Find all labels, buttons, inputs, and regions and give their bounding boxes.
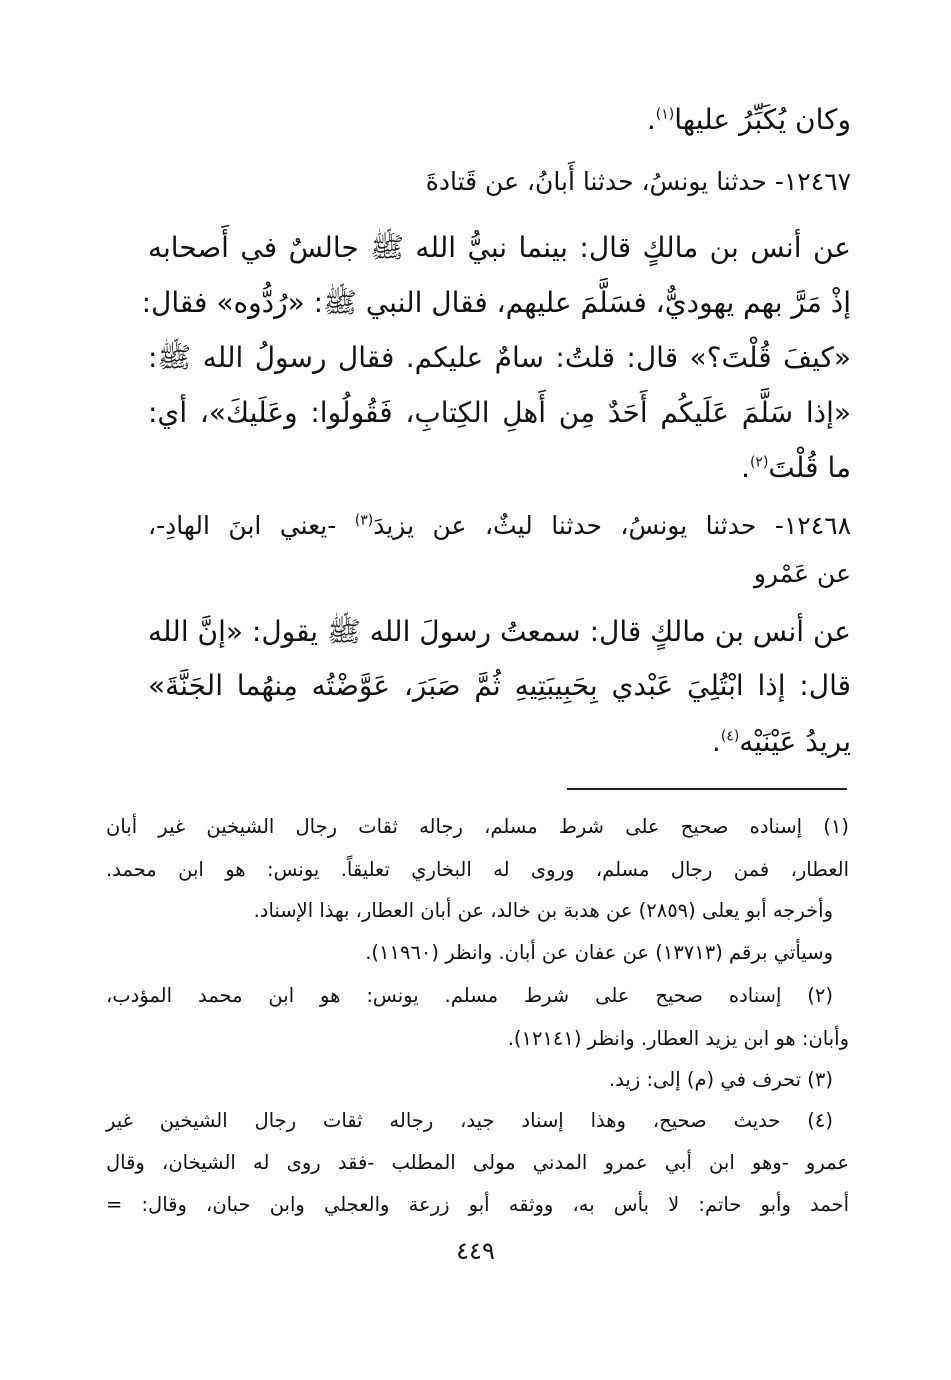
- footnote-marker: (٤): [720, 728, 740, 745]
- hadith-header: ١٢٤٦٨- حدثنا يونسُ، حدثنا ليثٌ، عن يزيدَ$^{(٣)}$ -يعني ابنَ الهادِ-،: [148, 511, 851, 540]
- footnote-line: العطار، فمن رجال مسلم، وروى له البخاري تعليقاً. يونس: هو ابن محمد.: [106, 858, 849, 881]
- footnote-line: (٣) تحرف في (م) إلى: زيد.: [608, 1068, 833, 1091]
- text-line: ما قُلْتَ$^{(٢)}$.: [741, 451, 851, 484]
- text-line: قال: إذا ابْتُلِيَ عَبْدي بِحَبِيبَتِيهِ ثُمَّ صَبَرَ، عَوَّضْتُه مِنهُما الجَنَّةَ»: [148, 669, 851, 702]
- hadith-header: عن عَمْرو: [753, 559, 851, 588]
- footnote-marker: (١): [655, 106, 675, 123]
- footnote-marker: (٣): [354, 512, 374, 529]
- text-line: «إذا سَلَّمَ عَلَيكُم أَحَدٌ مِن أَهلِ الكِتابِ، فَقُولُوا: وعَلَيكَ»، أي:: [148, 396, 851, 429]
- footnote-marker: (٢): [749, 454, 769, 471]
- text-line: إذْ مَرَّ بهم يهوديٌّ، فسَلَّمَ عليهم، فقال النبي ﷺ: «رُدُّوه» فقال:: [141, 286, 851, 319]
- footnote-separator: [567, 788, 847, 790]
- footnote-line: وأخرجه أبو يعلى (٢٨٥٩) عن هدبة بن خالد، عن أبان العطار، بهذا الإسناد.: [253, 899, 833, 922]
- footnote-line: (٢) إسناده صحيح على شرط مسلم. يونس: هو ابن محمد المؤدب،: [106, 984, 833, 1007]
- footnote-line: (١) إسناده صحيح على شرط مسلم، رجاله ثقات رجال الشيخين غير أبان: [106, 815, 849, 838]
- footnote-line: وسيأتي برقم (١٣٧١٣) عن عفان عن أبان. وانظر (١١٩٦٠).: [365, 941, 833, 964]
- page-number: ٤٤٩: [456, 1237, 495, 1265]
- footnote-line: عمرو -وهو ابن أبي عمرو المدني مولى المطلب -فقد روى له الشيخان، وقال: [106, 1151, 849, 1174]
- hadith-header: ١٢٤٦٧- حدثنا يونسُ، حدثنا أَبانُ، عن قَتادةَ: [425, 167, 851, 196]
- footnote-line: أحمد وأبو حاتم: لا بأس به، ووثقه أبو زرعة والعجلي وابن حبان، وقال: =: [106, 1193, 849, 1216]
- text-line: «كيفَ قُلْتَ؟» قال: قلتُ: سامٌ عليكم. فقال رسولُ الله ﷺ:: [148, 341, 851, 374]
- text-line: يريدُ عَيْنَيْه$^{(٤)}$.: [711, 725, 851, 758]
- text-line: عن أنس بن مالكٍ قال: سمعتُ رسولَ الله ﷺ يقول: «إنَّ الله: [148, 615, 851, 648]
- footnote-line: (٤) حديث صحيح، وهذا إسناد جيد، رجاله ثقات رجال الشيخين غير: [106, 1109, 833, 1132]
- footnote-line: وأبان: هو ابن يزيد العطار. وانظر (١٢١٤١).: [507, 1027, 849, 1050]
- text-line: وكان يُكَبِّرُ عليها$^{(١)}$.: [646, 103, 851, 136]
- text-line: عن أنس بن مالكٍ قال: بينما نبيُّ الله ﷺ جالسٌ في أَصحابه: [148, 231, 851, 264]
